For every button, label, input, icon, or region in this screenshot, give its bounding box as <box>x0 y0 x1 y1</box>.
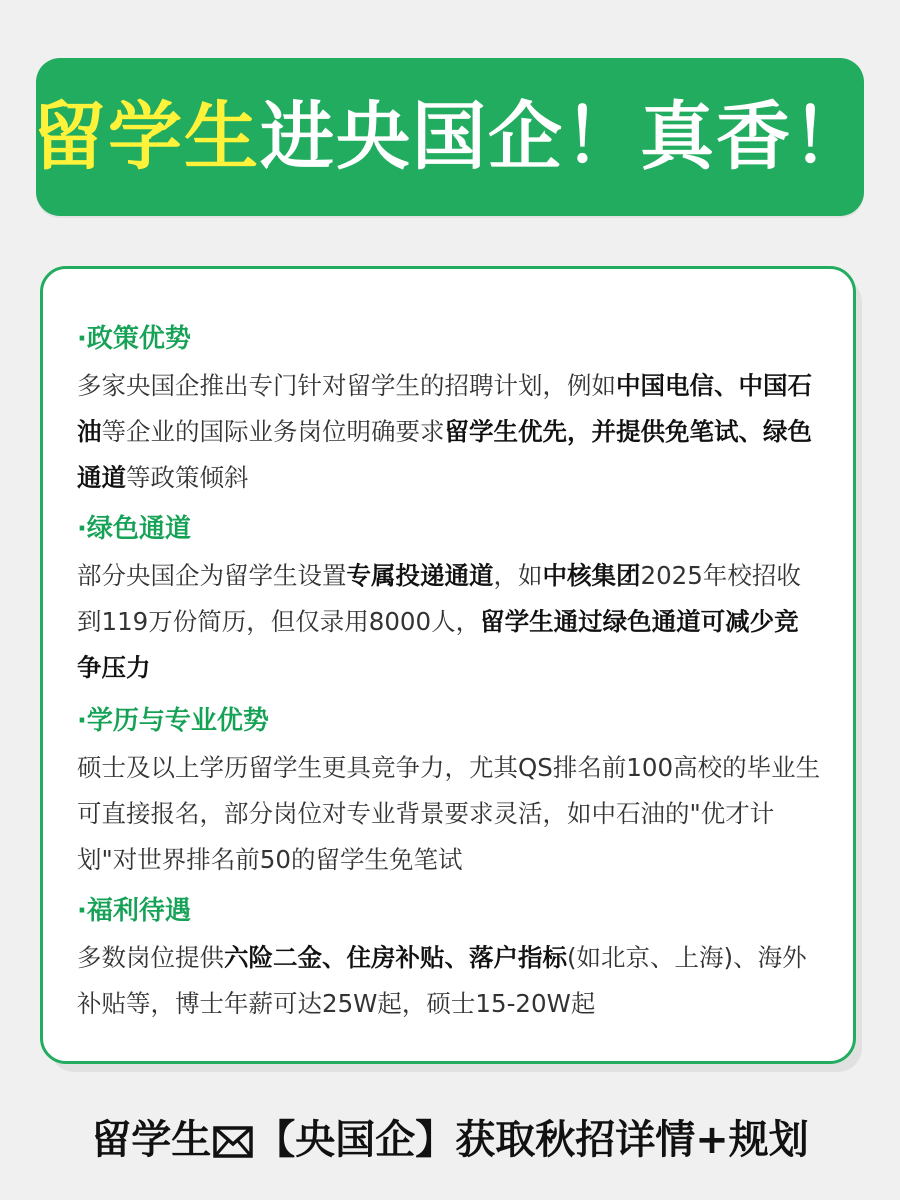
section-education <box>77 701 823 883</box>
body-text: (如北京、上海)、海外补贴等，博士年薪可达25W起，硕士15-20W起 <box>77 943 807 1018</box>
body-text: 等企业的国际业务岗位明确要求 <box>101 417 445 446</box>
section-green-channel <box>77 509 823 691</box>
banner-title-highlight: 留学生 <box>32 94 260 180</box>
footer-text-after: 【央国企】获取秋招详情+规划 <box>255 1117 809 1163</box>
footer-cta <box>0 1112 900 1174</box>
section-title: ·学历与专业优势 <box>77 706 269 736</box>
emphasis-text: 中核集团 <box>542 561 641 590</box>
body-text: 部分央国企为留学生设置 <box>77 561 347 590</box>
emphasis-text: 中国电信、中国石油 <box>77 371 812 446</box>
section-body <box>77 363 823 501</box>
section-body <box>77 935 823 1027</box>
section-title: ·政策优势 <box>77 324 191 354</box>
section-policy <box>77 319 823 501</box>
emphasis-text: 六险二金、住房补贴、落户指标 <box>224 943 567 972</box>
body-text: 多数岗位提供 <box>77 943 224 972</box>
banner-title-rest: 进央国企！真香！ <box>260 94 868 180</box>
emphasis-text: 留学生优先，并提供免笔试、绿色通道 <box>77 417 812 492</box>
banner-title <box>32 94 868 180</box>
section-benefits <box>77 891 823 1027</box>
section-body <box>77 553 823 691</box>
section-title: ·福利待遇 <box>77 896 191 926</box>
body-text: 硕士及以上学历留学生更具竞争力，尤其QS排名前100高校的毕业生可直接报名，部分岗位对专业背景要求灵活，如中石油的"优才计划"对世界排名前50的留学生免笔试 <box>77 753 821 874</box>
section-title: ·绿色通道 <box>77 514 191 544</box>
body-text: 多家央国企推出专门针对留学生的招聘计划，例如 <box>77 371 616 400</box>
mail-icon <box>213 1118 253 1174</box>
content-card <box>40 266 856 1064</box>
emphasis-text: 专属投递通道 <box>346 561 494 590</box>
body-text: 2025年校招收到119万份简历，但仅录用8000人， <box>77 561 801 636</box>
body-text: ，如 <box>493 561 543 590</box>
footer-text-before: 留学生 <box>91 1117 212 1163</box>
emphasis-text: 留学生通过绿色通道可减少竞争压力 <box>77 607 799 682</box>
title-banner <box>32 58 868 216</box>
body-text: 等政策倾斜 <box>126 463 249 492</box>
section-body <box>77 745 823 883</box>
